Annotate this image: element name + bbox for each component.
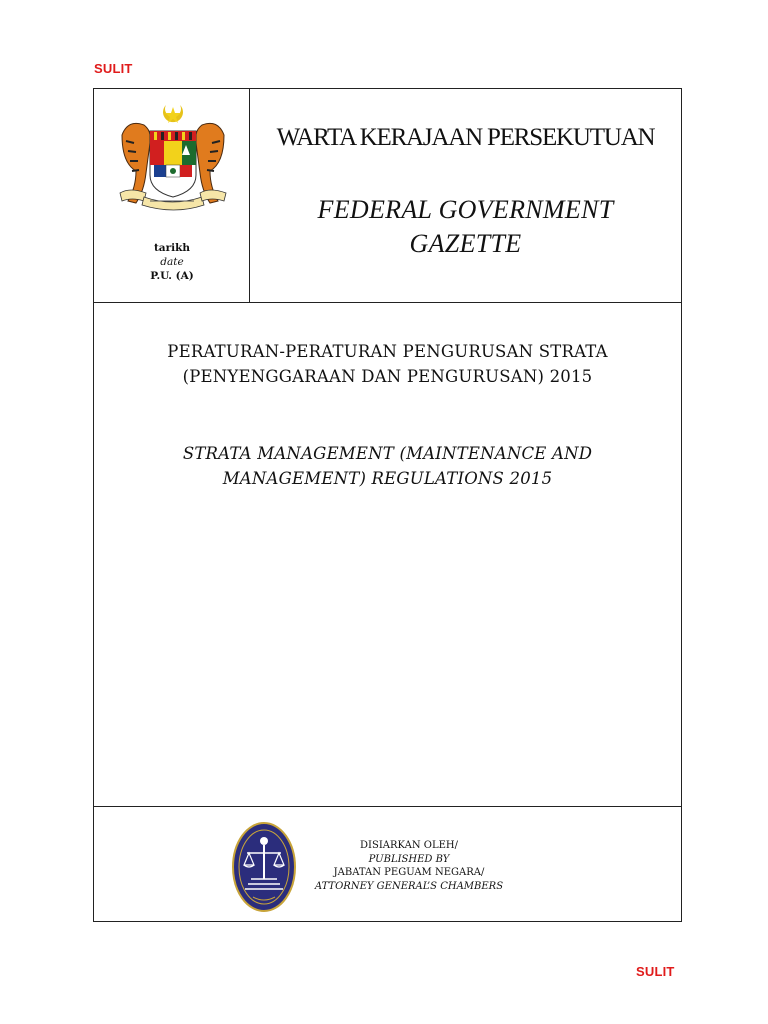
header-title-cell	[250, 89, 681, 302]
regulation-title-en-line1: STRATA MANAGEMENT (MAINTENANCE AND	[182, 444, 593, 463]
date-label-en: date	[160, 256, 184, 268]
publisher-block	[294, 839, 524, 893]
header-left-cell	[94, 89, 250, 302]
regulation-title-en-line2: MANAGEMENT) REGULATIONS 2015	[222, 469, 553, 488]
date-label-ms: tarikh	[153, 242, 191, 254]
regulation-title-en	[94, 441, 681, 491]
regulation-title-section	[94, 303, 681, 807]
gazette-title-en-line1: FEDERAL GOVERNMENT	[317, 195, 614, 224]
pu-number-label: P.U. (A)	[150, 270, 194, 282]
publisher-name-ms: JABATAN PEGUAM NEGARA/	[333, 867, 485, 878]
attorney-general-chambers-logo-icon	[231, 821, 297, 913]
gazette-title-en-line2: GAZETTE	[409, 229, 522, 258]
classification-label-bottom: SULIT	[636, 964, 675, 979]
regulation-title-ms-line2: (PENYENGGARAAN DAN PENGURUSAN) 2015	[182, 367, 593, 386]
regulation-title-ms	[94, 339, 681, 389]
published-by-label-ms: DISIARKAN OLEH/	[360, 840, 458, 851]
published-by-label-en: PUBLISHED BY	[368, 853, 450, 865]
classification-label-top: SULIT	[94, 61, 133, 76]
gazette-header	[94, 89, 681, 303]
gazette-title-en	[250, 193, 681, 261]
gazette-title-ms: WARTA KERAJAAN PERSEKUTUAN	[276, 124, 655, 151]
malaysia-coat-of-arms-icon	[114, 101, 232, 219]
regulation-title-ms-line1: PERATURAN-PERATURAN PENGURUSAN STRATA	[167, 342, 608, 361]
publisher-section	[94, 807, 681, 921]
gazette-frame	[93, 88, 682, 922]
publisher-name-en: ATTORNEY GENERAL’S CHAMBERS	[314, 880, 504, 892]
